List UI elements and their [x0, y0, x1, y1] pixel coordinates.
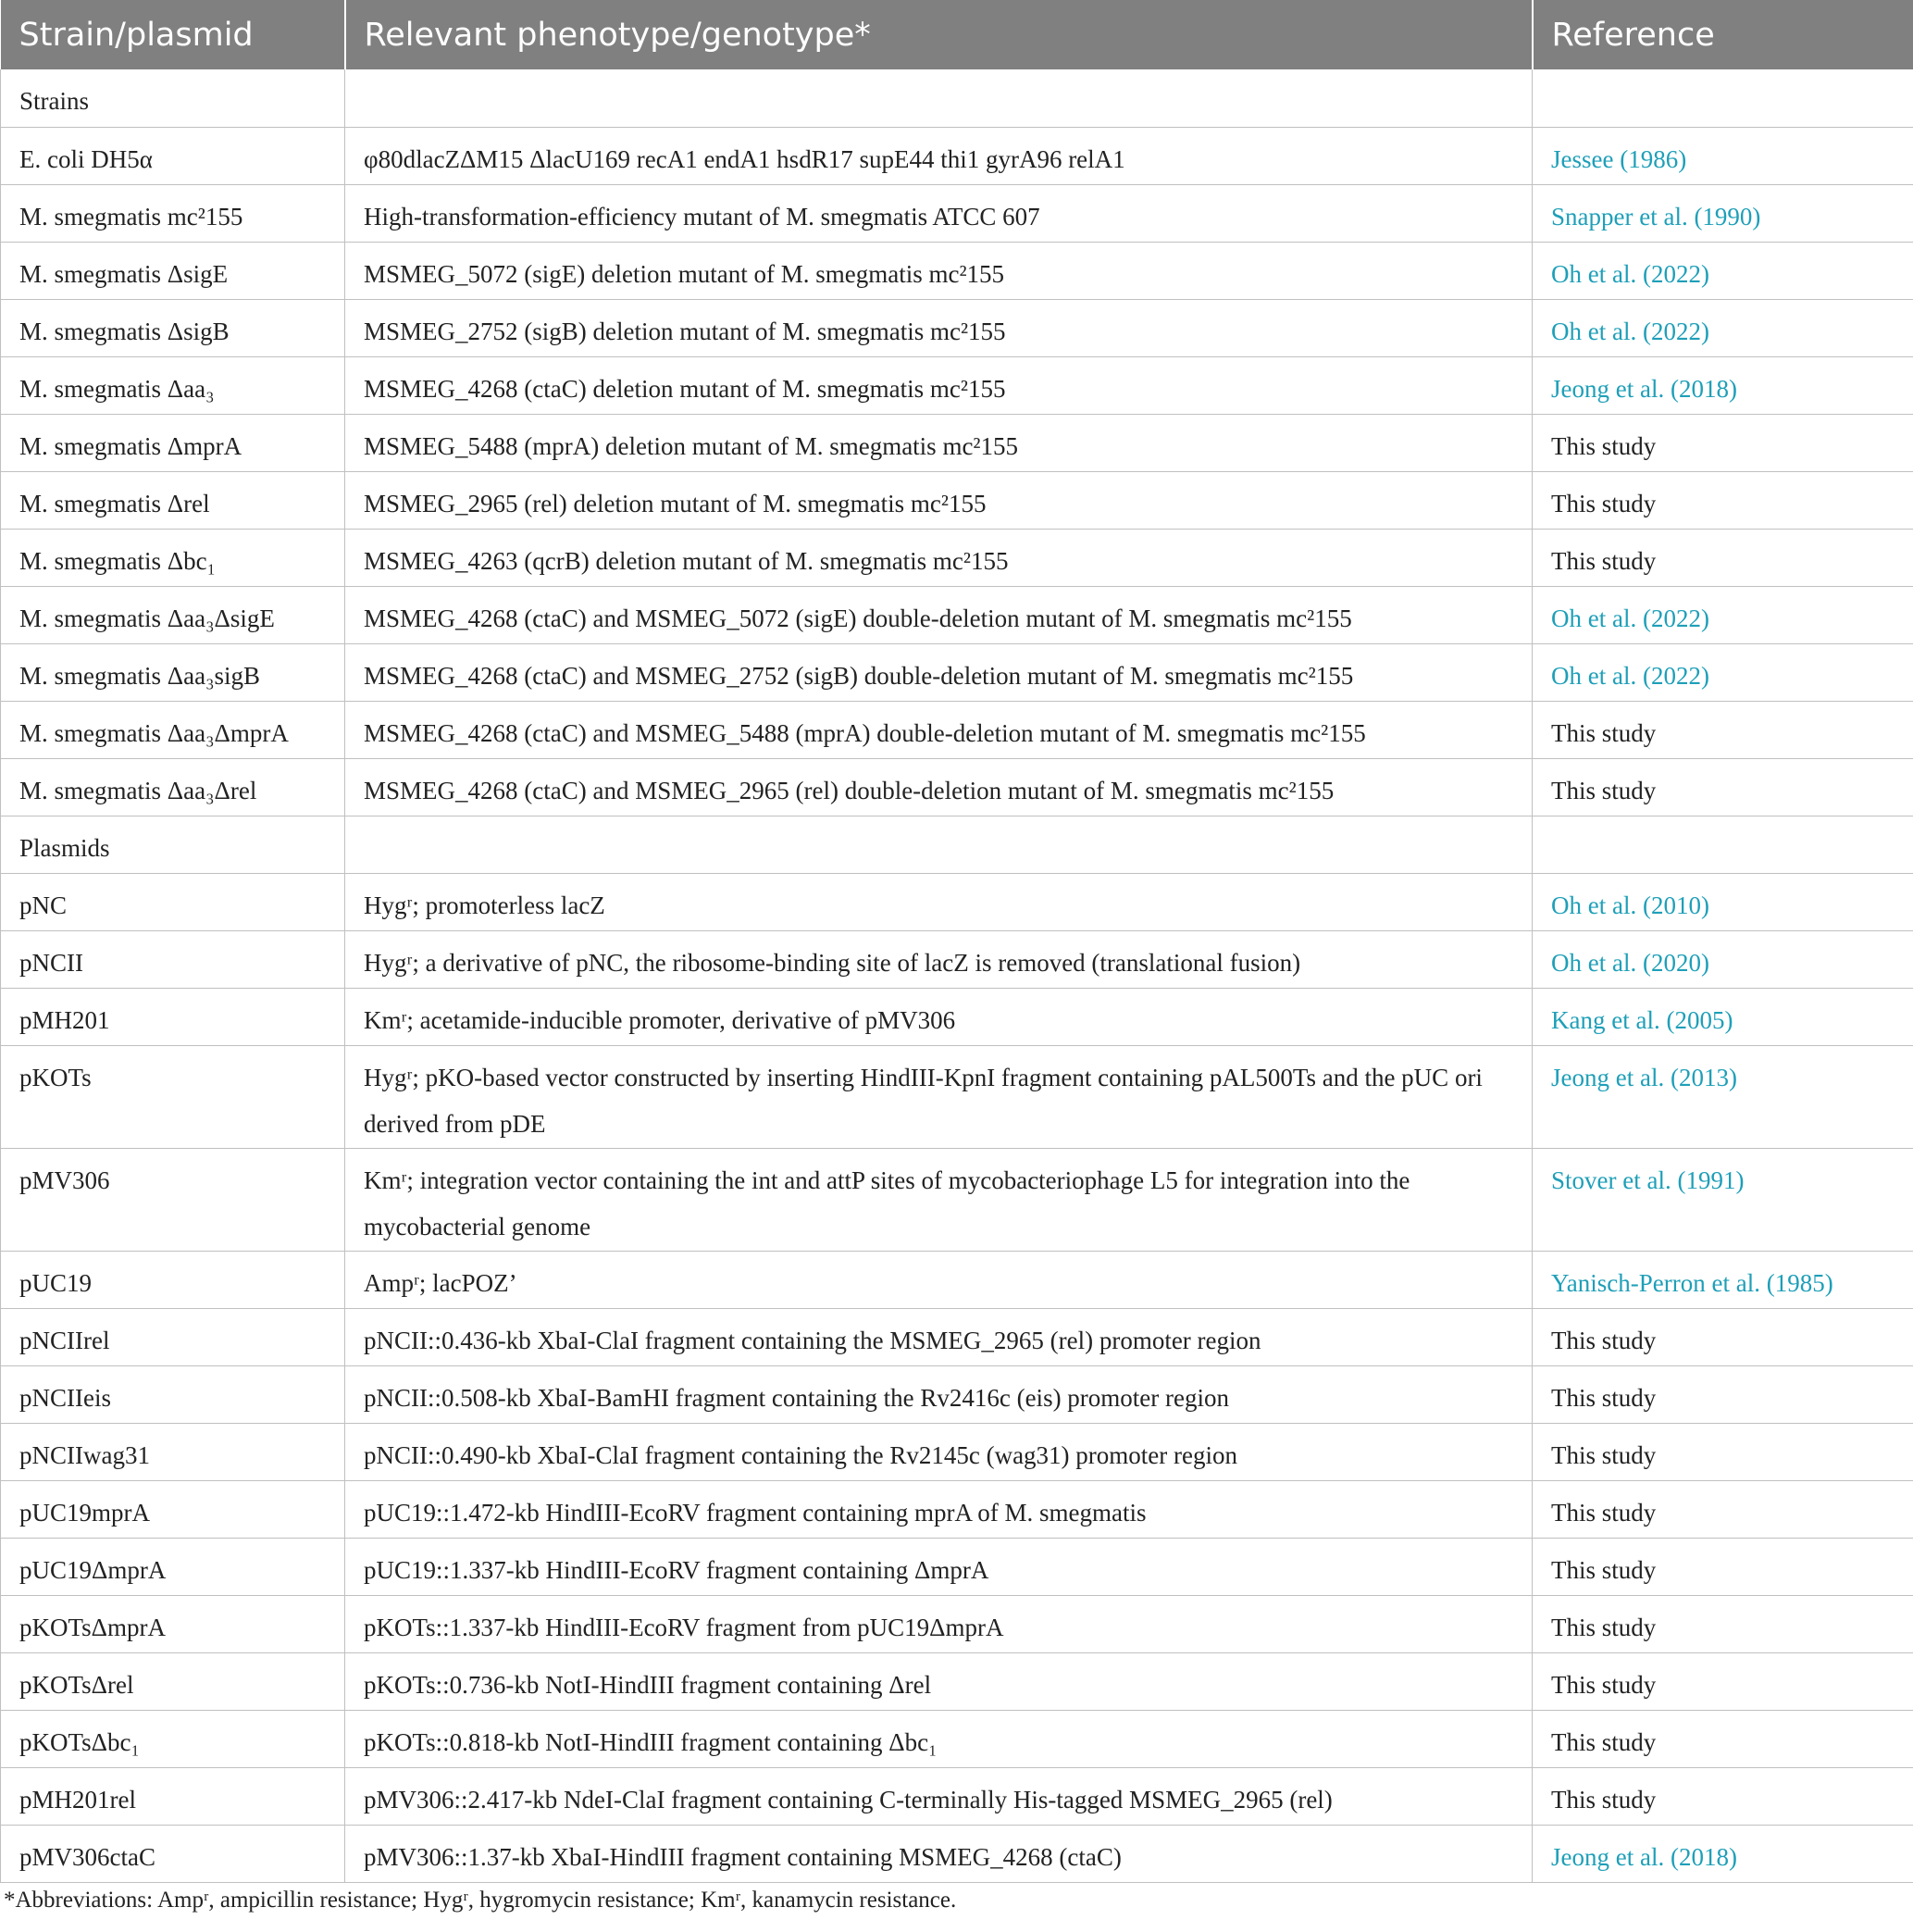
table-header — [1, 0, 1913, 69]
cell-phenotype-genotype: MSMEG_5072 (sigE) deletion mutant of M. smegmatis mc²155 — [345, 242, 1533, 299]
cell-strain-plasmid: pKOTs — [1, 1045, 345, 1148]
header-strain-plasmid: Strain/plasmid — [1, 0, 345, 69]
cell-phenotype-genotype: MSMEG_4263 (qcrB) deletion mutant of M. smegmatis mc²155 — [345, 529, 1533, 586]
cell-reference: This study — [1533, 1365, 1913, 1423]
cell-phenotype-genotype: MSMEG_2965 (rel) deletion mutant of M. smegmatis mc²155 — [345, 471, 1533, 529]
cell-reference: This study — [1533, 1595, 1913, 1652]
table-row — [1, 1710, 1913, 1767]
cell-strain-plasmid: M. smegmatis ΔmprA — [1, 414, 345, 471]
cell-reference: This study — [1533, 1308, 1913, 1365]
cell-phenotype-genotype: MSMEG_4268 (ctaC) and MSMEG_2752 (sigB) double-deletion mutant of M. smegmatis mc²155 — [345, 643, 1533, 701]
cell-reference[interactable]: Jessee (1986) — [1533, 127, 1913, 184]
cell-phenotype-genotype: MSMEG_2752 (sigB) deletion mutant of M. smegmatis mc²155 — [345, 299, 1533, 356]
cell-reference: This study — [1533, 1652, 1913, 1710]
table-row — [1, 1825, 1913, 1882]
table-row — [1, 643, 1913, 701]
table-row — [1, 1767, 1913, 1825]
cell-phenotype-genotype: Hygʳ; pKO-based vector constructed by inserting HindIII-KpnI fragment containing pAL500Ts and the pUC ori derived from pDE — [345, 1045, 1533, 1148]
table-row — [1, 529, 1913, 586]
cell-phenotype-genotype: MSMEG_4268 (ctaC) deletion mutant of M. smegmatis mc²155 — [345, 356, 1533, 414]
cell-reference[interactable]: Oh et al. (2022) — [1533, 643, 1913, 701]
table-row — [1, 930, 1913, 988]
cell-strain-plasmid: M. smegmatis Δaa₃ΔsigE — [1, 586, 345, 643]
cell-strain-plasmid: M. smegmatis Δaa₃ — [1, 356, 345, 414]
cell-reference[interactable]: Oh et al. (2022) — [1533, 242, 1913, 299]
table-row — [1, 471, 1913, 529]
cell-phenotype-genotype: MSMEG_4268 (ctaC) and MSMEG_5072 (sigE) double-deletion mutant of M. smegmatis mc²155 — [345, 586, 1533, 643]
cell-strain-plasmid: pMH201 — [1, 988, 345, 1045]
table-row — [1, 356, 1913, 414]
table-body — [1, 69, 1913, 1882]
cell-phenotype-genotype: Hygʳ; a derivative of pNC, the ribosome-binding site of lacZ is removed (translational fusion) — [345, 930, 1533, 988]
table-row — [1, 988, 1913, 1045]
cell-strain-plasmid: pUC19ΔmprA — [1, 1538, 345, 1595]
cell-reference: This study — [1533, 758, 1913, 816]
cell-phenotype-genotype: pUC19::1.337-kb HindIII-EcoRV fragment containing ΔmprA — [345, 1538, 1533, 1595]
cell-phenotype-genotype: Ampʳ; lacPOZ’ — [345, 1251, 1533, 1308]
cell-strain-plasmid: pMH201rel — [1, 1767, 345, 1825]
table-row — [1, 873, 1913, 930]
cell-reference: This study — [1533, 1767, 1913, 1825]
table-row — [1, 758, 1913, 816]
cell-reference[interactable]: Oh et al. (2022) — [1533, 586, 1913, 643]
table-row — [1, 1652, 1913, 1710]
cell-phenotype-genotype: pNCII::0.490-kb XbaI-ClaI fragment containing the Rv2145c (wag31) promoter region — [345, 1423, 1533, 1480]
table-row — [1, 414, 1913, 471]
cell-strain-plasmid: Plasmids — [1, 816, 345, 873]
cell-phenotype-genotype: MSMEG_4268 (ctaC) and MSMEG_5488 (mprA) double-deletion mutant of M. smegmatis mc²155 — [345, 701, 1533, 758]
cell-strain-plasmid: pNC — [1, 873, 345, 930]
cell-phenotype-genotype: pNCII::0.508-kb XbaI-BamHI fragment containing the Rv2416c (eis) promoter region — [345, 1365, 1533, 1423]
cell-strain-plasmid: pNCII — [1, 930, 345, 988]
table-row — [1, 701, 1913, 758]
cell-phenotype-genotype: High-transformation-efficiency mutant of M. smegmatis ATCC 607 — [345, 184, 1533, 242]
table-row — [1, 1365, 1913, 1423]
table-row — [1, 586, 1913, 643]
cell-strain-plasmid: M. smegmatis mc²155 — [1, 184, 345, 242]
cell-strain-plasmid: pKOTsΔbc₁ — [1, 1710, 345, 1767]
table-row — [1, 1595, 1913, 1652]
cell-strain-plasmid: M. smegmatis ΔsigB — [1, 299, 345, 356]
cell-strain-plasmid: pNCIIwag31 — [1, 1423, 345, 1480]
cell-reference[interactable]: Oh et al. (2022) — [1533, 299, 1913, 356]
table-row — [1, 242, 1913, 299]
cell-reference[interactable]: Jeong et al. (2013) — [1533, 1045, 1913, 1148]
cell-phenotype-genotype: pKOTs::0.818-kb NotI-HindIII fragment containing Δbc₁ — [345, 1710, 1533, 1767]
cell-reference[interactable]: Oh et al. (2010) — [1533, 873, 1913, 930]
cell-strain-plasmid: pNCIIrel — [1, 1308, 345, 1365]
table-row — [1, 1251, 1913, 1308]
table-row — [1, 816, 1913, 873]
cell-reference: This study — [1533, 471, 1913, 529]
cell-reference: This study — [1533, 1538, 1913, 1595]
cell-phenotype-genotype: Kmʳ; acetamide-inducible promoter, derivative of pMV306 — [345, 988, 1533, 1045]
table-row — [1, 1480, 1913, 1538]
table-row — [1, 127, 1913, 184]
cell-strain-plasmid: M. smegmatis Δrel — [1, 471, 345, 529]
cell-phenotype-genotype: pMV306::1.37-kb XbaI-HindIII fragment containing MSMEG_4268 (ctaC) — [345, 1825, 1533, 1882]
cell-reference: This study — [1533, 414, 1913, 471]
table-row — [1, 1308, 1913, 1365]
table-row — [1, 299, 1913, 356]
cell-strain-plasmid: pNCIIeis — [1, 1365, 345, 1423]
cell-strain-plasmid: M. smegmatis Δbc₁ — [1, 529, 345, 586]
cell-reference: This study — [1533, 1423, 1913, 1480]
cell-reference: This study — [1533, 701, 1913, 758]
cell-strain-plasmid: pKOTsΔmprA — [1, 1595, 345, 1652]
cell-reference: This study — [1533, 1710, 1913, 1767]
cell-strain-plasmid: M. smegmatis Δaa₃ΔmprA — [1, 701, 345, 758]
table-row — [1, 1045, 1913, 1148]
cell-strain-plasmid: M. smegmatis Δaa₃sigB — [1, 643, 345, 701]
cell-reference: This study — [1533, 529, 1913, 586]
cell-strain-plasmid: pUC19 — [1, 1251, 345, 1308]
table-row — [1, 1538, 1913, 1595]
cell-strain-plasmid: pUC19mprA — [1, 1480, 345, 1538]
cell-phenotype-genotype: MSMEG_5488 (mprA) deletion mutant of M. smegmatis mc²155 — [345, 414, 1533, 471]
cell-phenotype-genotype: pMV306::2.417-kb NdeI-ClaI fragment containing C-terminally His-tagged MSMEG_2965 (rel) — [345, 1767, 1533, 1825]
cell-strain-plasmid: M. smegmatis ΔsigE — [1, 242, 345, 299]
cell-reference[interactable]: Snapper et al. (1990) — [1533, 184, 1913, 242]
cell-reference[interactable]: Yanisch-Perron et al. (1985) — [1533, 1251, 1913, 1308]
header-reference: Reference — [1533, 0, 1913, 69]
table-row — [1, 1148, 1913, 1251]
cell-phenotype-genotype: Kmʳ; integration vector containing the int and attP sites of mycobacteriophage L5 for integration into the mycobacterial genome — [345, 1148, 1533, 1251]
cell-reference: This study — [1533, 1480, 1913, 1538]
cell-phenotype-genotype: pUC19::1.472-kb HindIII-EcoRV fragment containing mprA of M. smegmatis — [345, 1480, 1533, 1538]
cell-phenotype-genotype: φ80dlacZΔM15 ΔlacU169 recA1 endA1 hsdR17 supE44 thi1 gyrA96 relA1 — [345, 127, 1533, 184]
cell-strain-plasmid: E. coli DH5α — [1, 127, 345, 184]
cell-reference — [1533, 69, 1913, 127]
cell-phenotype-genotype: pKOTs::0.736-kb NotI-HindIII fragment containing Δrel — [345, 1652, 1533, 1710]
cell-phenotype-genotype: pNCII::0.436-kb XbaI-ClaI fragment containing the MSMEG_2965 (rel) promoter region — [345, 1308, 1533, 1365]
cell-phenotype-genotype: pKOTs::1.337-kb HindIII-EcoRV fragment from pUC19ΔmprA — [345, 1595, 1533, 1652]
cell-reference[interactable]: Jeong et al. (2018) — [1533, 1825, 1913, 1882]
cell-reference[interactable]: Kang et al. (2005) — [1533, 988, 1913, 1045]
cell-phenotype-genotype — [345, 69, 1533, 127]
cell-phenotype-genotype: Hygʳ; promoterless lacZ — [345, 873, 1533, 930]
cell-phenotype-genotype: MSMEG_4268 (ctaC) and MSMEG_2965 (rel) double-deletion mutant of M. smegmatis mc²155 — [345, 758, 1533, 816]
cell-reference[interactable]: Oh et al. (2020) — [1533, 930, 1913, 988]
cell-reference[interactable]: Jeong et al. (2018) — [1533, 356, 1913, 414]
cell-strain-plasmid: pMV306 — [1, 1148, 345, 1251]
cell-strain-plasmid: pKOTsΔrel — [1, 1652, 345, 1710]
header-phenotype-genotype: Relevant phenotype/genotype* — [345, 0, 1533, 69]
cell-reference[interactable]: Stover et al. (1991) — [1533, 1148, 1913, 1251]
table-row — [1, 69, 1913, 127]
table-row — [1, 1423, 1913, 1480]
footnote: *Abbreviations: Ampʳ, ampicillin resistance; Hygʳ, hygromycin resistance; Kmʳ, kanamycin resistance. — [4, 1888, 957, 1913]
cell-phenotype-genotype — [345, 816, 1533, 873]
cell-strain-plasmid: Strains — [1, 69, 345, 127]
cell-strain-plasmid: pMV306ctaC — [1, 1825, 345, 1882]
table-row — [1, 184, 1913, 242]
cell-strain-plasmid: M. smegmatis Δaa₃Δrel — [1, 758, 345, 816]
cell-reference — [1533, 816, 1913, 873]
